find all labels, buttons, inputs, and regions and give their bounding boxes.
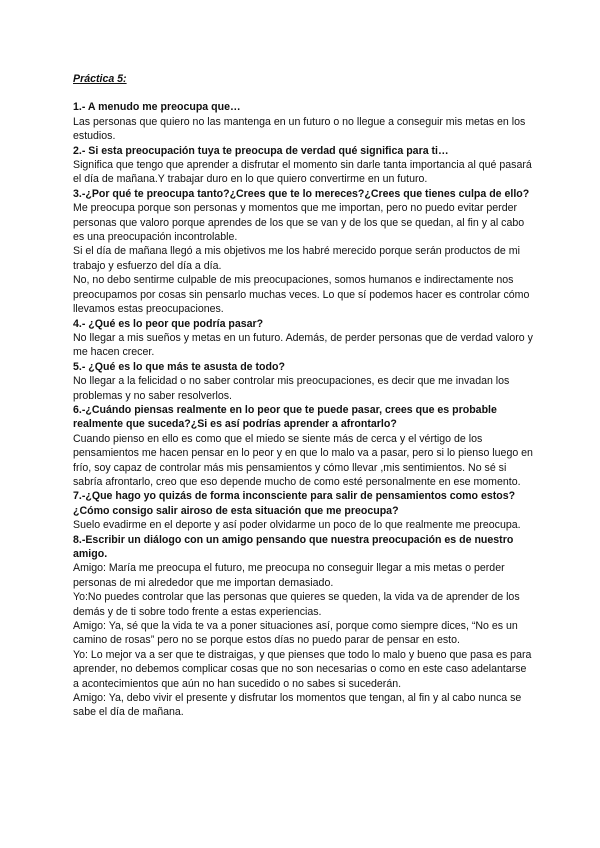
answer-paragraph: Suelo evadirme en el deporte y así poder olvidarme un poco de lo que realmente me preocupa. [73,519,521,532]
question-section [73,187,533,317]
answer-paragraph: Me preocupa porque son personas y momentos que me importan, pero no puedo evitar perder personas que valoro porque aprendes de los que se van y de los que se quedan, al fin y al cabo es una preocupación incontrolable. [73,202,525,244]
question-heading: 5.- ¿Qué es lo que más te asusta de todo? [73,360,285,373]
question-heading: 8.-Escribir un diálogo con un amigo pensando que nuestra preocupación es de nuestro amigo. [73,533,514,560]
document-body [73,100,533,719]
answer-paragraph: Amigo: María me preocupa el futuro, me preocupa no conseguir llegar a mis metas o perder personas de mi alrededor que me importan demasiado. [73,562,505,589]
question-heading: 1.- A menudo me preocupa que… [73,101,241,114]
answer-paragraph: Las personas que quiero no las mantenga en un futuro o no llegue a conseguir mis metas en los estudios. [73,115,526,143]
answer-paragraph: No, no debo sentirme culpable de mis preocupaciones, somos humanos e indirectamente nos preocupamos por cosas sin pensarlo muchas veces. Lo que sí podemos hacer es controlar cómo llevamos estas preocupaciones. [73,274,530,316]
question-section [73,533,533,720]
answer-paragraph: No llegar a la felicidad o no saber controlar mis preocupaciones, es decir que me invadan los problemas y no saber resolverlos. [73,375,510,402]
answer-paragraph: Yo:No puedes controlar que las personas que quieres se queden, la vida va de aprender de los demás y de ti sobre todo frente a estas experiencias. [73,591,520,618]
document-page [73,72,533,720]
question-section [73,144,533,187]
question-section [73,317,533,360]
answer-paragraph: Amigo: Ya, sé que la vida te va a poner situaciones así, porque como siempre dices, “No es un camino de rosas” pero no se porque estos días no puedo parar de pensar en esto. [73,620,518,647]
question-section [73,100,533,143]
answer-paragraph: Cuando pienso en ello es como que el miedo se siente más de cerca y el vértigo de los pensamientos me hacen pensar en lo peor y en que lo malo va a pasar, pero si lo pienso luego en frío, soy capaz de controlar más mis pensamientos y cómo llevar ,mis sentimientos. No sé si sabría afrontarlo, creo que eso depende mucho de como esté personalmente en ese momento. [73,432,533,488]
question-heading: 2.- Si esta preocupación tuya te preocupa de verdad qué significa para ti… [73,144,449,157]
question-section [73,360,533,403]
answer-paragraph: Si el día de mañana llegó a mis objetivos me los habré merecido porque serán productos de mi trabajo y esfuerzo del día a día. [73,245,520,272]
document-title: Práctica 5: [73,73,127,85]
question-section [73,403,533,489]
answer-paragraph: Yo: Lo mejor va a ser que te distraigas, y que pienses que todo lo malo y bueno que pasa es para aprender, no debemos complicar cosas que no son necesarias o como en este caso adelantarse a acontecimientos que aún no han sucedido o no sabes si sucederán. [73,648,532,690]
question-heading: 6.-¿Cuándo piensas realmente en lo peor que te puede pasar, crees que es probable realmente que suceda?¿Si es así podrías aprender a afrontarlo? [73,403,497,431]
answer-paragraph: No llegar a mis sueños y metas en un futuro. Además, de perder personas que de verdad valoro y me hacen crecer. [73,331,533,359]
question-heading: 3.-¿Por qué te preocupa tanto?¿Crees que te lo mereces?¿Crees que tienes culpa de ello? [73,187,530,200]
answer-paragraph: Significa que tengo que aprender a disfrutar el momento sin darle tanta importancia al qué pasará el día de mañana.Y trabajar duro en lo que quiero convertirme en un futuro. [73,159,532,186]
question-section [73,489,533,532]
question-heading: 7.-¿Que hago yo quizás de forma inconsciente para salir de pensamientos como estos?¿Cómo consigo salir airoso de esta situación que me preocupa? [73,490,516,517]
question-heading: 4.- ¿Qué es lo peor que podría pasar? [73,317,264,330]
answer-paragraph: Amigo: Ya, debo vivir el presente y disfrutar los momentos que tengan, al fin y al cabo nunca se sabe el día de mañana. [73,692,522,719]
